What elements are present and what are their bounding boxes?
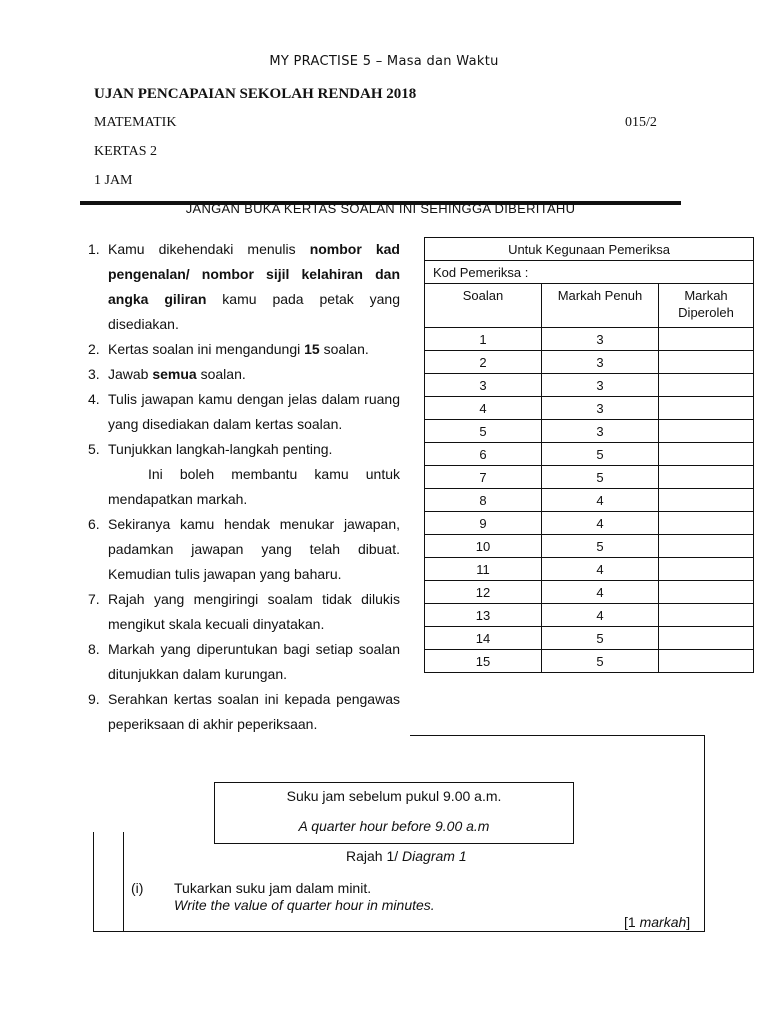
instruction-number: 6. [88, 516, 100, 532]
question-number-cell: 2 [425, 351, 542, 374]
table-row [425, 328, 754, 351]
question-frame-left [93, 832, 94, 932]
question-number-cell: 14 [425, 627, 542, 650]
question-number-cell: 13 [425, 604, 542, 627]
column-header-full-marks: Markah Penuh [542, 284, 659, 328]
question-frame-bottom [93, 931, 705, 932]
instruction-text: soalan. [319, 341, 369, 357]
question-marks [624, 914, 690, 930]
full-marks-cell: 5 [542, 650, 659, 673]
diagram-text-malay: Suku jam sebelum pukul 9.00 a.m. [286, 788, 502, 804]
full-marks-cell: 3 [542, 374, 659, 397]
instruction-number: 2. [88, 341, 100, 357]
instruction-text: kamu pada petak yang disediakan. [108, 291, 401, 332]
table-row [425, 650, 754, 673]
column-header-question: Soalan [425, 284, 542, 328]
instruction-text: Tunjukkan langkah-langkah penting. [108, 441, 333, 457]
marks-close: ] [686, 914, 691, 930]
table-title-row [425, 238, 754, 261]
examiner-code-label: Kod Pemeriksa : [425, 261, 754, 284]
diagram-box [214, 782, 574, 844]
question-frame-top [410, 735, 705, 736]
instruction-item [88, 237, 400, 337]
full-marks-cell: 4 [542, 512, 659, 535]
question-number-cell: 3 [425, 374, 542, 397]
column-header-obtained-marks: Markah Diperoleh [659, 284, 754, 328]
instruction-emphasis: nombor kad pengenalan/ nombor sijil kelahiran dan angka giliran [108, 241, 400, 307]
table-row [425, 397, 754, 420]
table-row [425, 581, 754, 604]
full-marks-cell: 3 [542, 420, 659, 443]
obtained-marks-cell[interactable] [659, 535, 754, 558]
instruction-item [88, 362, 400, 387]
question-number-cell: 7 [425, 466, 542, 489]
question-text-malay: Tukarkan suku jam dalam minit. [174, 880, 372, 896]
paper-label: KERTAS 2 [94, 144, 157, 159]
question-number-column-divider [123, 832, 124, 932]
full-marks-cell: 3 [542, 328, 659, 351]
table-row [425, 489, 754, 512]
instruction-number: 1. [88, 241, 100, 257]
table-header-row [425, 284, 754, 328]
marks-word: markah [639, 914, 687, 930]
instruction-item [88, 437, 400, 512]
obtained-marks-cell[interactable] [659, 374, 754, 397]
marks-open: [1 [624, 914, 640, 930]
table-row [425, 351, 754, 374]
question-number-cell: 1 [425, 328, 542, 351]
instruction-number: 5. [88, 441, 100, 457]
instructions-list [88, 237, 400, 737]
full-marks-cell: 4 [542, 489, 659, 512]
instruction-text: Kertas soalan ini mengandungi [108, 341, 305, 357]
question-number-cell: 11 [425, 558, 542, 581]
instruction-item [88, 512, 400, 587]
question-number-cell: 15 [425, 650, 542, 673]
question-text-english: Write the value of quarter hour in minutes. [174, 897, 435, 913]
table-title: Untuk Kegunaan Pemeriksa [425, 238, 754, 261]
diagram-text-english: A quarter hour before 9.00 a.m [298, 818, 490, 834]
instruction-item [88, 637, 400, 687]
question-number-cell: 4 [425, 397, 542, 420]
examiner-code-row [425, 261, 754, 284]
instruction-text: Serahkan kertas soalan ini kepada pengawas peperiksaan di akhir peperiksaan. [108, 691, 400, 732]
table-row [425, 374, 754, 397]
table-row [425, 512, 754, 535]
instruction-text: Tulis jawapan kamu dengan jelas dalam ruang yang disediakan dalam kertas soalan. [108, 391, 400, 432]
instruction-number: 3. [88, 366, 100, 382]
instruction-number: 7. [88, 591, 100, 607]
examiner-marks-table [424, 237, 754, 673]
instruction-text: Rajah yang mengiringi soalam tidak dilukis mengikut skala kecuali dinyatakan. [108, 591, 400, 632]
table-row [425, 604, 754, 627]
obtained-marks-cell[interactable] [659, 604, 754, 627]
subject-label: MATEMATIK [94, 115, 177, 130]
instruction-text: Sekiranya kamu hendak menukar jawapan, padamkan jawapan yang telah dibuat. Kemudian tulis jawapan yang baharu. [108, 516, 400, 582]
caption-malay: Rajah 1/ [346, 848, 403, 864]
table-row [425, 535, 754, 558]
question-number-cell: 8 [425, 489, 542, 512]
table-row [425, 443, 754, 466]
instruction-text: Markah yang diperuntukan bagi setiap soalan ditunjukkan dalam kurungan. [108, 641, 400, 682]
question-number-cell: 5 [425, 420, 542, 443]
table-row [425, 420, 754, 443]
full-marks-cell: 4 [542, 558, 659, 581]
instruction-item [88, 687, 400, 737]
table-row [425, 466, 754, 489]
obtained-marks-cell[interactable] [659, 420, 754, 443]
obtained-marks-cell[interactable] [659, 328, 754, 351]
obtained-marks-cell[interactable] [659, 351, 754, 374]
full-marks-cell: 5 [542, 466, 659, 489]
question-frame-right [704, 735, 705, 932]
practise-title: MY PRACTISE 5 – Masa dan Waktu [269, 54, 499, 69]
instruction-text: Ini boleh membantu kamu untuk mendapatkan markah. [108, 466, 400, 507]
obtained-marks-cell[interactable] [659, 443, 754, 466]
full-marks-cell: 4 [542, 581, 659, 604]
instruction-emphasis: 15 [304, 341, 320, 357]
obtained-marks-cell[interactable] [659, 489, 754, 512]
diagram-caption [346, 848, 467, 864]
warning-text: JANGAN BUKA KERTAS SOALAN INI SEHINGGA DIBERITAHU [185, 201, 576, 216]
obtained-marks-cell[interactable] [659, 627, 754, 650]
instruction-emphasis: semua [152, 366, 197, 382]
obtained-marks-cell[interactable] [659, 512, 754, 535]
instruction-number: 4. [88, 391, 100, 407]
question-number-cell: 6 [425, 443, 542, 466]
full-marks-cell: 3 [542, 351, 659, 374]
question-number-cell: 10 [425, 535, 542, 558]
instruction-text: Kamu dikehendaki menulis [108, 241, 310, 257]
obtained-marks-cell[interactable] [659, 397, 754, 420]
exam-title: UJAN PENCAPAIAN SEKOLAH RENDAH 2018 [94, 86, 417, 102]
obtained-marks-cell[interactable] [659, 466, 754, 489]
table-row [425, 558, 754, 581]
obtained-marks-cell[interactable] [659, 581, 754, 604]
question-part-index: (i) [131, 880, 144, 896]
table-row [425, 627, 754, 650]
caption-english: Diagram 1 [402, 848, 467, 864]
full-marks-cell: 4 [542, 604, 659, 627]
full-marks-cell: 3 [542, 397, 659, 420]
instruction-item [88, 337, 400, 362]
obtained-marks-cell[interactable] [659, 558, 754, 581]
full-marks-cell: 5 [542, 627, 659, 650]
question-number-cell: 12 [425, 581, 542, 604]
instruction-number: 9. [88, 691, 100, 707]
full-marks-cell: 5 [542, 443, 659, 466]
instruction-number: 8. [88, 641, 100, 657]
instruction-item [88, 587, 400, 637]
duration-label: 1 JAM [94, 173, 133, 188]
full-marks-cell: 5 [542, 535, 659, 558]
instruction-item [88, 387, 400, 437]
paper-code: 015/2 [625, 115, 657, 130]
instruction-text: soalan. [196, 366, 246, 382]
question-number-cell: 9 [425, 512, 542, 535]
obtained-marks-cell[interactable] [659, 650, 754, 673]
instruction-text: Jawab [108, 366, 153, 382]
